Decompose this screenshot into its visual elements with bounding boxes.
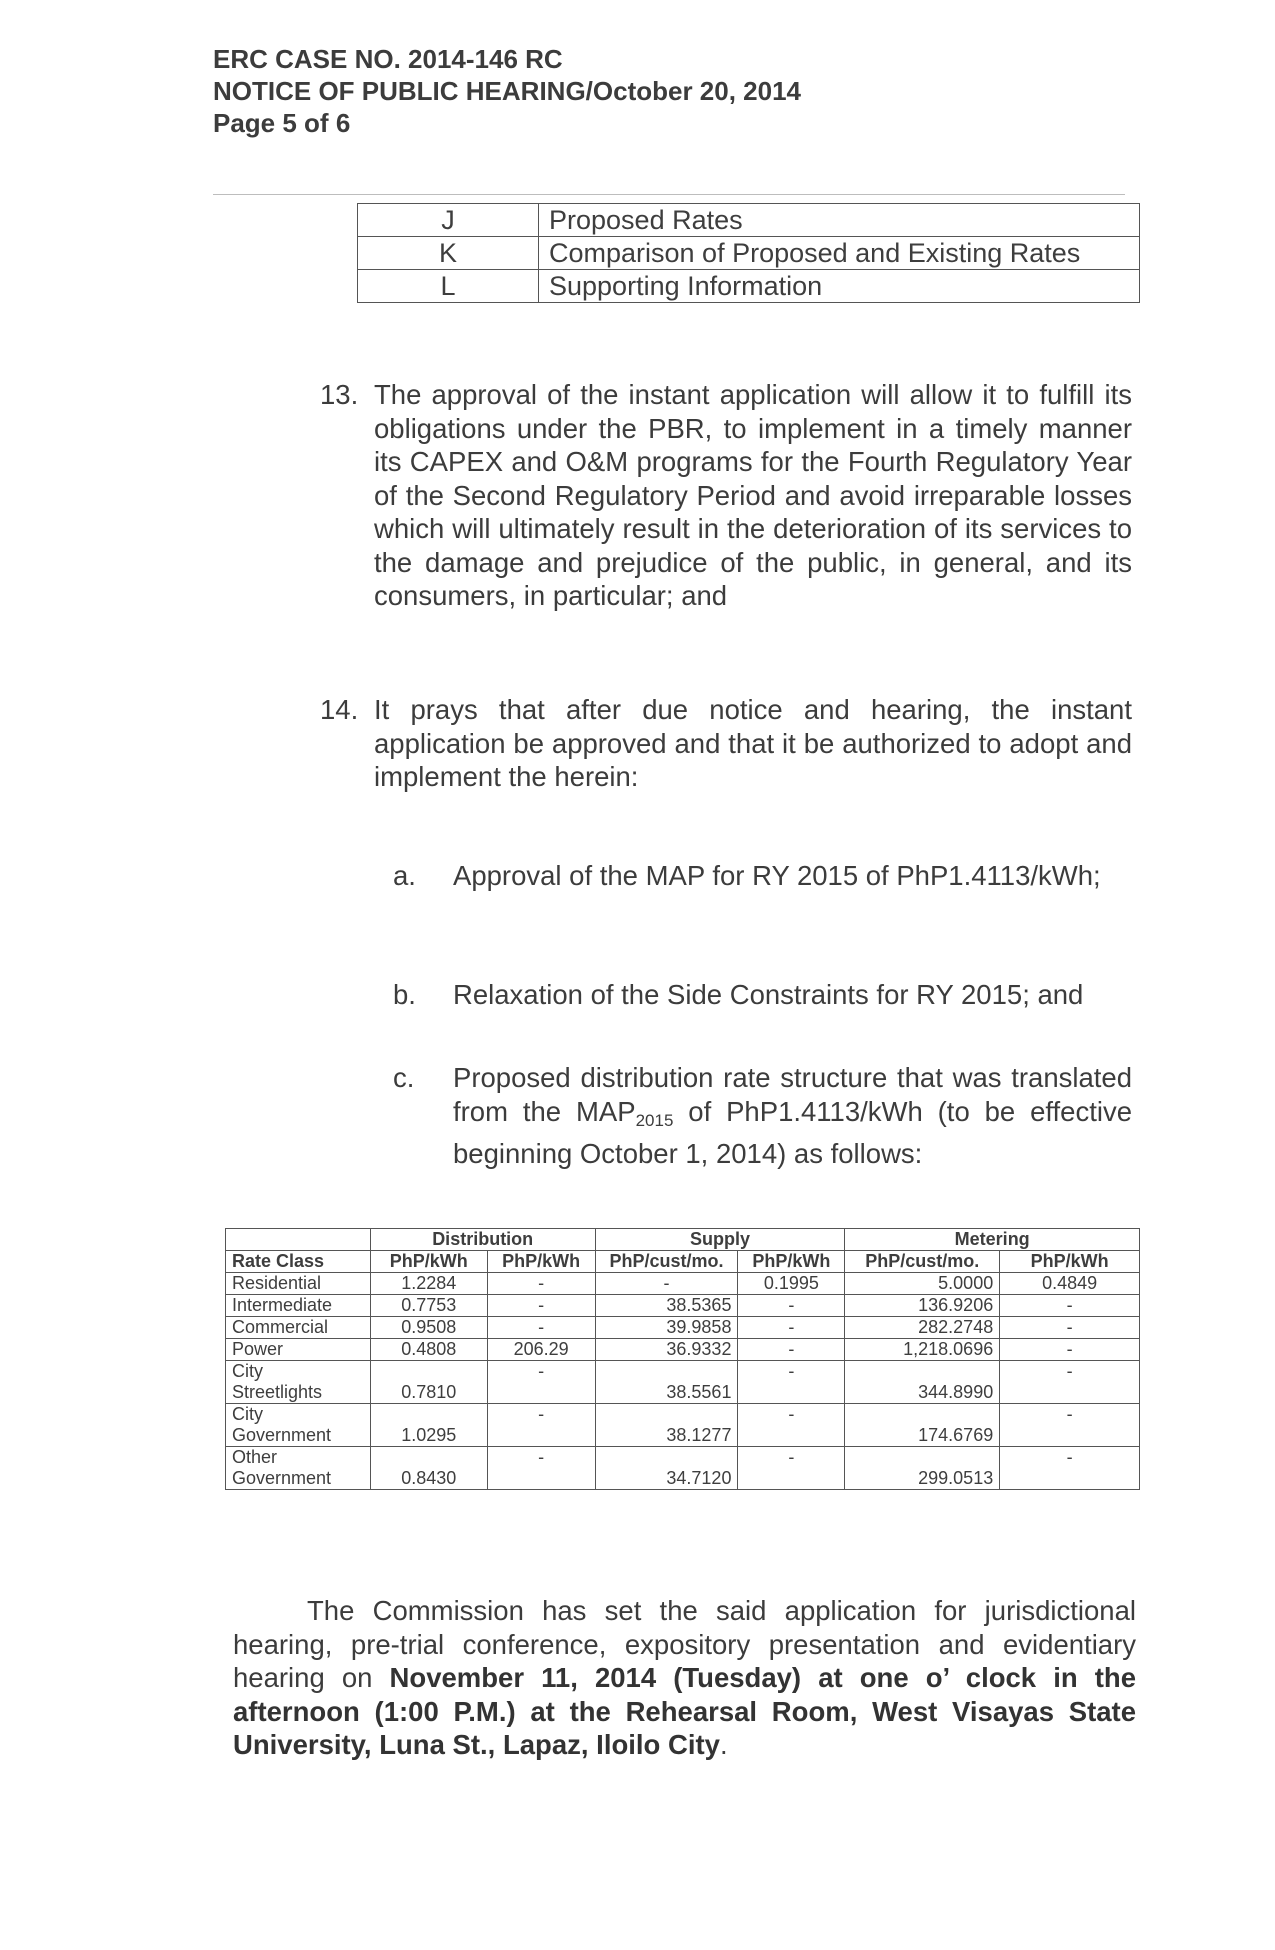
distribution-kwh-2: - <box>487 1447 595 1490</box>
metering-cust-mo: 5.0000 <box>845 1273 1000 1295</box>
supply-cust-mo: 39.9858 <box>595 1317 738 1339</box>
hearing-notice-end: . <box>719 1729 728 1760</box>
metering-kwh: - <box>1000 1339 1140 1361</box>
column-header: PhP/kWh <box>370 1251 487 1273</box>
supply-cust-mo: 38.1277 <box>595 1404 738 1447</box>
table-row <box>226 1339 1140 1361</box>
column-header: PhP/cust/mo. <box>595 1251 738 1273</box>
header-divider <box>213 194 1125 195</box>
metering-cust-mo: 1,218.0696 <box>845 1339 1000 1361</box>
map-year-subscript: 2015 <box>635 1110 674 1130</box>
rate-class-line1: City <box>232 1404 263 1424</box>
item-c-text-before: Proposed distribution rate structure that was translated from the MAP <box>453 1062 1132 1127</box>
table-row <box>226 1273 1140 1295</box>
supply-kwh: - <box>738 1295 845 1317</box>
annex-letter: L <box>358 270 539 303</box>
paragraph-13-text: The approval of the instant application will allow it to fulfill its obligations under the PBR, to implement in a timely manner its CAPEX and O&M programs for the Fourth Regulatory Year of the Second Regulatory Period and avoid irreparable losses which will ultimately result in the deterioration of its services to the damage and prejudice of the public, in general, and its consumers, in particular; and <box>374 379 1132 611</box>
hearing-notice-paragraph <box>233 1594 1136 1762</box>
annex-letter: K <box>358 237 539 270</box>
supply-header: Supply <box>595 1229 845 1251</box>
column-header: PhP/kWh <box>1000 1251 1140 1273</box>
supply-cust-mo: 36.9332 <box>595 1339 738 1361</box>
item-c-text-after: of PhP1.4113/kWh (to be effective beginning October 1, 2014) as follows: <box>453 1095 1132 1169</box>
item-a-text: Approval of the MAP for RY 2015 of PhP1.4113/kWh; <box>453 860 1101 891</box>
metering-kwh: 0.4849 <box>1000 1273 1140 1295</box>
rate-class: Power <box>226 1339 371 1361</box>
metering-kwh: - <box>1000 1404 1140 1447</box>
metering-cust-mo: 299.0513 <box>845 1447 1000 1490</box>
rate-class: Intermediate <box>226 1295 371 1317</box>
rate-class <box>226 1361 371 1404</box>
rate-class-header: Rate Class <box>226 1251 371 1273</box>
supply-cust-mo: 34.7120 <box>595 1447 738 1490</box>
rate-class <box>226 1447 371 1490</box>
annex-title: Comparison of Proposed and Existing Rates <box>539 237 1140 270</box>
annex-title: Proposed Rates <box>539 204 1140 237</box>
item-c-label: c. <box>393 1062 415 1093</box>
metering-cust-mo: 174.6769 <box>845 1404 1000 1447</box>
hearing-notice-intro: The Commission has set the said application for jurisdictional hearing, pre-trial conference, expository presentation and evidentiary hearing on <box>233 1595 1136 1693</box>
column-header: PhP/kWh <box>487 1251 595 1273</box>
distribution-kwh-2: - <box>487 1404 595 1447</box>
supply-kwh: - <box>738 1361 845 1404</box>
item-c-text <box>453 1061 1132 1171</box>
supply-cust-mo: 38.5561 <box>595 1361 738 1404</box>
supply-cust-mo: 38.5365 <box>595 1295 738 1317</box>
hearing-schedule-venue: November 11, 2014 (Tuesday) at one o’ clock in the afternoon (1:00 P.M.) at the Rehearsal Room, West Visayas State University, Luna St., Lapaz, Iloilo City <box>233 1662 1137 1760</box>
annex-title: Supporting Information <box>539 270 1140 303</box>
metering-kwh: - <box>1000 1361 1140 1404</box>
rate-class-line1: Other <box>232 1447 278 1467</box>
rate-class <box>226 1404 371 1447</box>
distribution-kwh-2: - <box>487 1361 595 1404</box>
column-header: PhP/cust/mo. <box>845 1251 1000 1273</box>
item-b-label: b. <box>393 979 416 1010</box>
rate-class-line2: Streetlights <box>232 1382 323 1402</box>
rate-class-line2: Government <box>232 1425 332 1445</box>
distribution-kwh-2: 206.29 <box>487 1339 595 1361</box>
page-number: Page 5 of 6 <box>213 108 351 138</box>
paragraph-13-number: 13. <box>320 379 359 410</box>
table-row <box>226 1404 1140 1447</box>
metering-cust-mo: 344.8990 <box>845 1361 1000 1404</box>
metering-cust-mo: 136.9206 <box>845 1295 1000 1317</box>
paragraph-14-text: It prays that after due notice and hearing, the instant application be approved and that it be authorized to adopt and implement the herein: <box>374 694 1132 792</box>
rate-table <box>225 1228 1140 1490</box>
distribution-kwh: 1.2284 <box>370 1273 487 1295</box>
distribution-kwh-2: - <box>487 1295 595 1317</box>
metering-kwh: - <box>1000 1447 1140 1490</box>
table-row <box>226 1447 1140 1490</box>
paragraph-14-number: 14. <box>320 694 359 725</box>
blank-header-cell <box>226 1229 371 1251</box>
column-header: PhP/kWh <box>738 1251 845 1273</box>
rate-class: Commercial <box>226 1317 371 1339</box>
annex-table <box>357 203 1140 303</box>
table-row <box>226 1295 1140 1317</box>
rate-class-line1: City <box>232 1361 263 1381</box>
supply-kwh: - <box>738 1339 845 1361</box>
metering-cust-mo: 282.2748 <box>845 1317 1000 1339</box>
metering-kwh: - <box>1000 1317 1140 1339</box>
case-number: ERC CASE NO. 2014-146 RC <box>213 44 563 74</box>
supply-kwh: - <box>738 1317 845 1339</box>
annex-row <box>358 237 1140 270</box>
distribution-kwh: 0.7810 <box>370 1361 487 1404</box>
distribution-kwh: 1.0295 <box>370 1404 487 1447</box>
distribution-kwh: 0.7753 <box>370 1295 487 1317</box>
annex-letter: J <box>358 204 539 237</box>
supply-cust-mo: - <box>595 1273 738 1295</box>
supply-kwh: - <box>738 1447 845 1490</box>
distribution-kwh: 0.4808 <box>370 1339 487 1361</box>
distribution-header: Distribution <box>370 1229 595 1251</box>
notice-title: NOTICE OF PUBLIC HEARING/October 20, 2014 <box>213 76 802 106</box>
supply-kwh: 0.1995 <box>738 1273 845 1295</box>
distribution-kwh-2: - <box>487 1317 595 1339</box>
rate-class-line2: Government <box>232 1468 332 1488</box>
supply-kwh: - <box>738 1404 845 1447</box>
annex-row <box>358 204 1140 237</box>
metering-kwh: - <box>1000 1295 1140 1317</box>
distribution-kwh: 0.8430 <box>370 1447 487 1490</box>
rate-class: Residential <box>226 1273 371 1295</box>
group-header-row <box>226 1229 1140 1251</box>
table-row <box>226 1317 1140 1339</box>
distribution-kwh-2: - <box>487 1273 595 1295</box>
item-b-text: Relaxation of the Side Constraints for RY 2015; and <box>453 979 1084 1010</box>
annex-row <box>358 270 1140 303</box>
metering-header: Metering <box>845 1229 1140 1251</box>
item-a-label: a. <box>393 860 416 891</box>
table-row <box>226 1361 1140 1404</box>
column-header-row <box>226 1251 1140 1273</box>
distribution-kwh: 0.9508 <box>370 1317 487 1339</box>
